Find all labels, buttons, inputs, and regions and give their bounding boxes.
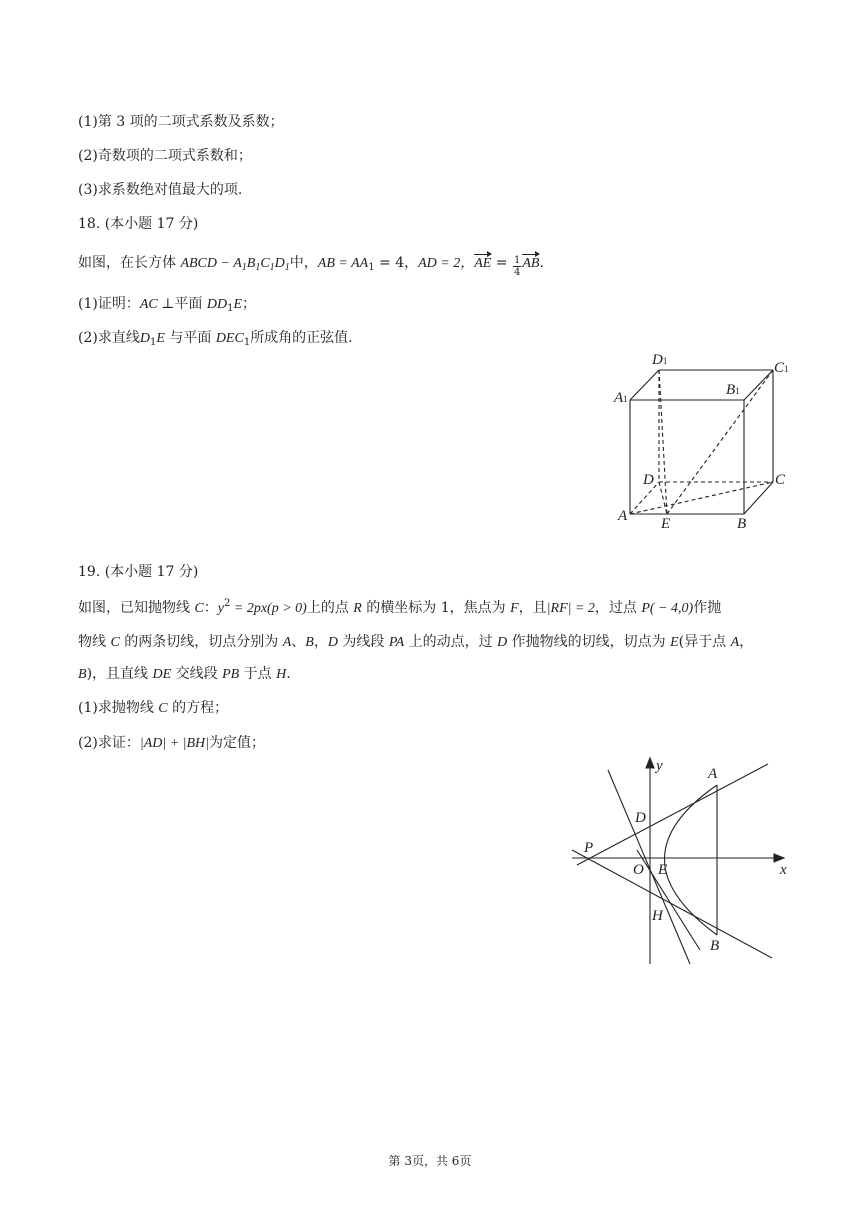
label-c: C [775, 472, 786, 488]
label-c1: C1 [774, 360, 789, 376]
label-d1: D1 [652, 352, 668, 368]
label-p: P [584, 840, 594, 856]
q19-stem-line1: 如图，已知抛物线 C：$y^2 = 2px(p > 0)$上的点 R 的横坐标为 1，焦点为 F，且|RF| = 2，过点 P( − 4,0)作抛 [78, 598, 722, 616]
label-d: D [643, 472, 654, 488]
q17-part1: (1)第 3 项的二项式系数及系数； [78, 114, 284, 130]
label-a: A [618, 508, 628, 524]
q19-header: 19. (本小题 17 分) [78, 564, 199, 580]
q19-part1: (1)求抛物线 C 的方程； [78, 700, 229, 716]
q17-part3: (3)求系数绝对值最大的项. [78, 182, 243, 198]
q19-stem-line2: 物线 C 的两条切线，切点分别为 A、B，D 为线段 PA 上的动点，过 D 作抛物线的切线，切点为 E(异于点 A， [78, 634, 754, 650]
label-d: D [635, 810, 646, 826]
label-x: x [780, 862, 787, 878]
q18-stem: 如图，在长方体 ABCD − $A_1B_1C_1D_1$中，AB = $AA_1 = 4$，AD = 2，AE = $\frac{1}{4}$ AB. [78, 255, 544, 278]
label-e: E [661, 516, 671, 532]
q18-part1: (1)证明：AC ⊥平面 $DD_1E$； [78, 296, 257, 314]
label-a: A [708, 766, 718, 782]
label-b: B [710, 938, 720, 954]
label-e: E [658, 862, 668, 878]
page-footer: 第 3页，共 6页 [388, 1154, 472, 1168]
parabola-figure [562, 752, 802, 972]
label-y: y [656, 758, 663, 774]
vector-ae: AE [474, 254, 491, 274]
q18-header: 18. (本小题 17 分) [78, 216, 199, 232]
q19-stem-line3: B)，且直线 DE 交线段 PB 于点 H. [78, 666, 291, 682]
label-b: B [737, 516, 747, 532]
label-b1: B1 [726, 382, 740, 398]
q19-part2: (2)求证：|AD| + |BH|为定值； [78, 735, 266, 751]
q18-part2: (2)求直线$D_1E$ 与平面 $DEC_1$所成角的正弦值. [78, 330, 353, 348]
cuboid-figure [608, 348, 798, 533]
fraction-one-quarter: $\frac{1}{4}$ [513, 255, 521, 278]
label-o: O [633, 862, 644, 878]
label-h: H [652, 908, 663, 924]
label-a1: A1 [614, 390, 628, 406]
q17-part2: (2)奇数项的二项式系数和； [78, 148, 252, 164]
vector-ab: AB [522, 254, 539, 274]
